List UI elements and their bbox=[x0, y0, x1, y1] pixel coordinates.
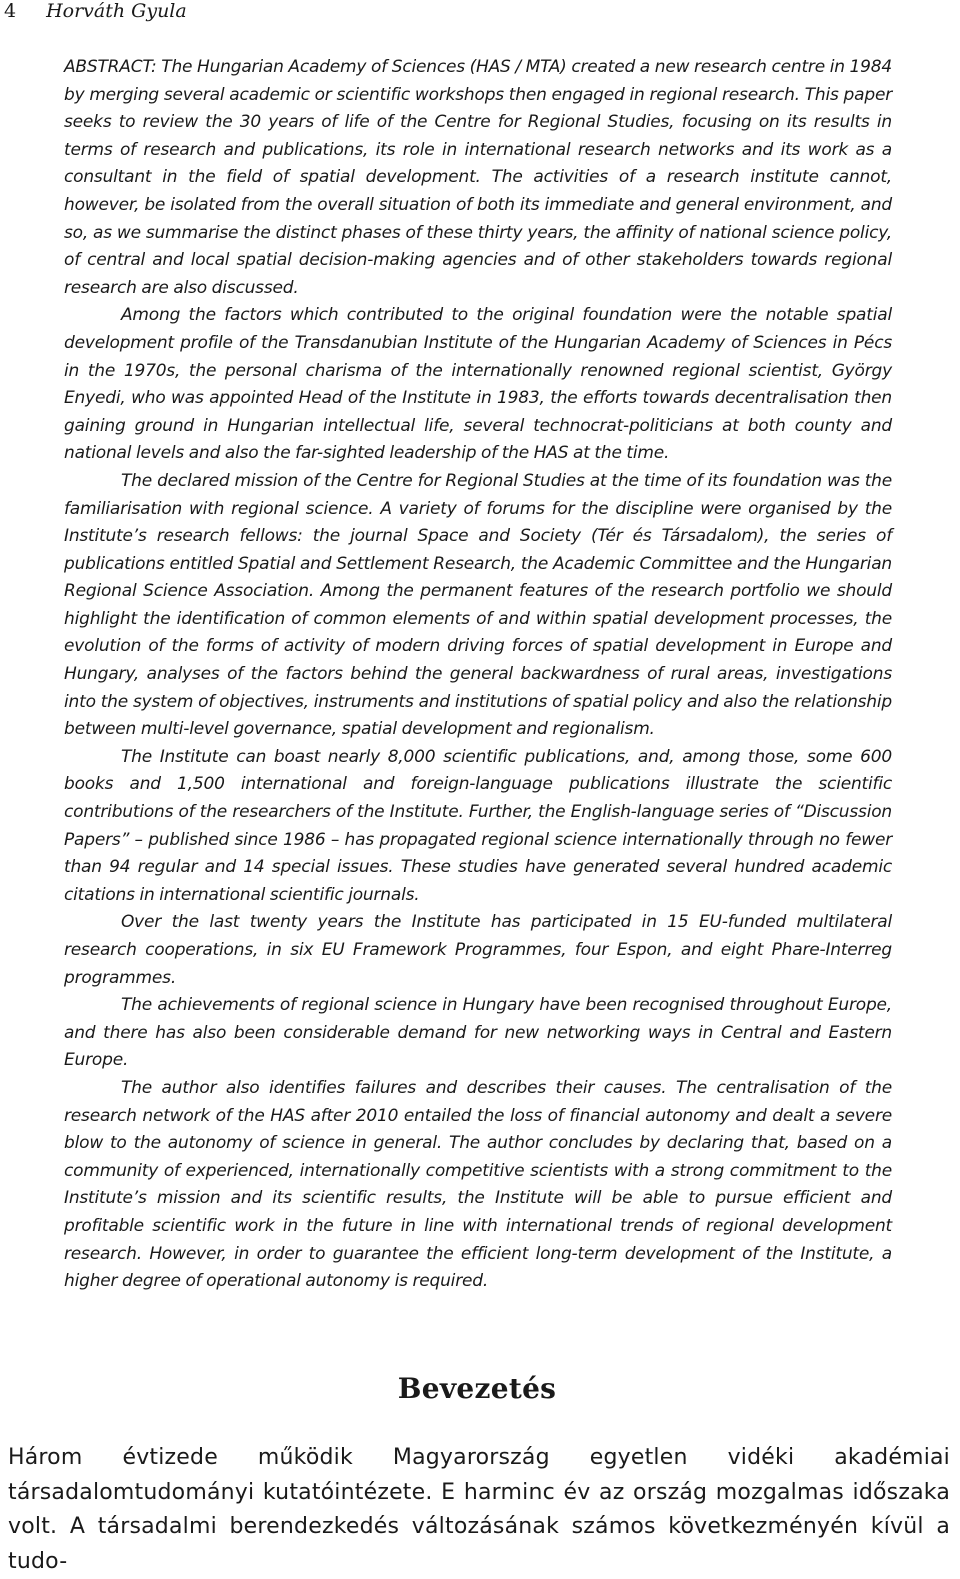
abstract-paragraph: The author also identifies failures and describes their causes. The centralisation of the research network of the HAS after 2010 entailed the loss of financial autonomy and dealt a severe blow to the autonomy of science in general. The author concludes by declaring that, based on a community of experienced, internationally competitive scientists with a strong commitment to the Institute’s mission and its scientific results, the Institute will be able to pursue efficient and profitable scientific work in the future in line with international trends of regional development research. However, in order to guarantee the efficient long-term development of the Institute, a higher degree of operational autonomy is required. bbox=[64, 1077, 892, 1292]
abstract-paragraph: ABSTRACT: The Hungarian Academy of Sciences (HAS / MTA) created a new research centre in 1984 by merging several academic or scientific workshops then engaged in regional research. This paper seeks to review the 30 years of life of the Centre for Regional Studies, focusing on its results in terms of research and publications, its role in international research networks and its work as a consultant in the field of spatial development. The activities of a research institute cannot, however, be isolated from the overall situation of both its immediate and general environment, and so, as we summarise the distinct phases of these thirty years, the affinity of national science policy, of central and local spatial decision-making agencies and of other stakeholders towards regional research are also discussed. bbox=[64, 57, 892, 298]
abstract-paragraph: Among the factors which contributed to the original foundation were the notable spatial development profile of the Transdanubian Institute of the Hungarian Academy of Sciences in Pécs in the 1970s, the personal charisma of the internationally renowned regional scientist, György Enyedi, who was appointed Head of the Institute in 1983, the efforts towards decentralisation then gaining ground in Hungarian intellectual life, several technocrat-politicians at both county and national levels and also the far-sighted leadership of the HAS at the time. bbox=[64, 305, 892, 464]
section-body-text: Három évtizede működik Magyarország egyetlen vidéki akadémiai társadalomtudományi kutatóintézete. E harminc év az ország mozgalmas időszaka volt. A társadalmi berendezkedés változásának számos következményén kívül a tudo- bbox=[8, 1445, 950, 1574]
abstract-paragraph: The declared mission of the Centre for Regional Studies at the time of its foundation was the familiarisation with regional science. A variety of forums for the discipline were organised by the Institute’s research fellows: the journal Space and Society (Tér és Társadalom), the series of publications entitled Spatial and Settlement Research, the Academic Committee and the Hungarian Regional Science Association. Among the permanent features of the research portfolio we should highlight the identification of common elements of and within spatial development processes, the evolution of the forms of activity of modern driving forces of spatial development in Europe and Hungary, analyses of the factors behind the general backwardness of rural areas, investigations into the system of objectives, instruments and institutions of spatial policy and also the relationship between multi-level governance, spatial development and regionalism. bbox=[64, 470, 892, 740]
abstract-paragraph: The Institute can boast nearly 8,000 scientific publications, and, among those, some 600 books and 1,500 international and foreign-language publications illustrate the scientific contributions of the researchers of the Institute. Further, the English-language series of “Discussion Papers” – published since 1986 – has propagated regional science internationally through no fewer than 94 regular and 14 special issues. These studies have generated several hundred academic citations in international scientific journals. bbox=[64, 746, 892, 905]
page-number: 4 bbox=[4, 0, 17, 22]
abstract bbox=[64, 54, 892, 1296]
running-header bbox=[4, 0, 187, 26]
running-author: Horváth Gyula bbox=[46, 0, 187, 22]
section-heading: Bevezetés bbox=[397, 1372, 557, 1405]
abstract-paragraph: The achievements of regional science in Hungary have been recognised throughout Europe, and there has also been considerable demand for new networking ways in Central and Eastern Europe. bbox=[64, 995, 892, 1071]
abstract-paragraph: Over the last twenty years the Institute has participated in 15 EU-funded multilateral research cooperations, in six EU Framework Programmes, four Espon, and eight Phare-Interreg programmes. bbox=[64, 912, 892, 988]
